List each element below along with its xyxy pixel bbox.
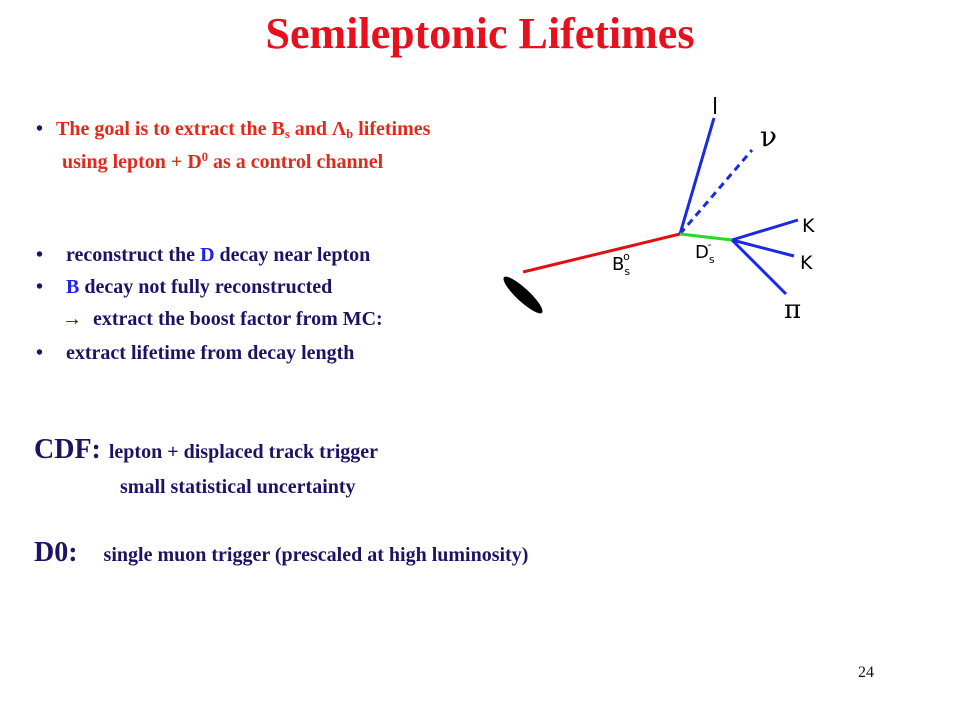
ds-track xyxy=(680,234,732,240)
bs-track xyxy=(523,234,680,272)
d0-label: D0: xyxy=(34,537,78,568)
page-number: 24 xyxy=(858,664,874,681)
kaon-label-2: K xyxy=(800,252,813,274)
bullet-dot: • xyxy=(36,118,44,140)
lepton-track xyxy=(680,118,714,234)
bullet-b-decay: • B decay not fully reconstructed xyxy=(36,276,333,298)
cdf-line xyxy=(34,434,378,466)
ds-label: $D_s-$ xyxy=(695,238,715,266)
bs-label: $B_so$ xyxy=(612,250,631,278)
production-vertex-blob xyxy=(500,273,547,318)
bs-decay-diagram xyxy=(490,88,850,328)
intro-text-1: The goal is to extract the $B_s$ and $\Lambda_b$ lifetimes xyxy=(56,118,431,142)
sub-bullet-boost: → extract the boost factor from MC: xyxy=(62,308,383,330)
highlight-d: D xyxy=(200,244,215,266)
cdf-line-2: small statistical uncertainty xyxy=(120,476,356,498)
cdf-trigger-text: lepton + displaced track trigger xyxy=(108,441,379,463)
pion-label: π xyxy=(784,295,802,325)
arrow-icon: → xyxy=(62,308,82,330)
d0-line xyxy=(34,537,528,569)
kaon-label-1: K xyxy=(802,215,815,237)
lepton-label: l xyxy=(712,95,719,120)
intro-line-2: using lepton + $D^0$ as a control channel xyxy=(62,150,384,173)
neutrino-label: ν xyxy=(760,120,778,153)
intro-line-1 xyxy=(36,118,430,142)
slide-title: Semileptonic Lifetimes xyxy=(265,9,695,58)
highlight-b: B xyxy=(66,276,80,298)
cdf-label: CDF: xyxy=(34,434,101,465)
bullet-reconstruct-d: • reconstruct the D decay near lepton xyxy=(36,244,371,266)
kaon-track-1 xyxy=(732,220,798,240)
d0-trigger-text: single muon trigger (prescaled at high luminosity) xyxy=(103,544,529,566)
bullet-extract-lifetime: • extract lifetime from decay length xyxy=(36,342,355,364)
